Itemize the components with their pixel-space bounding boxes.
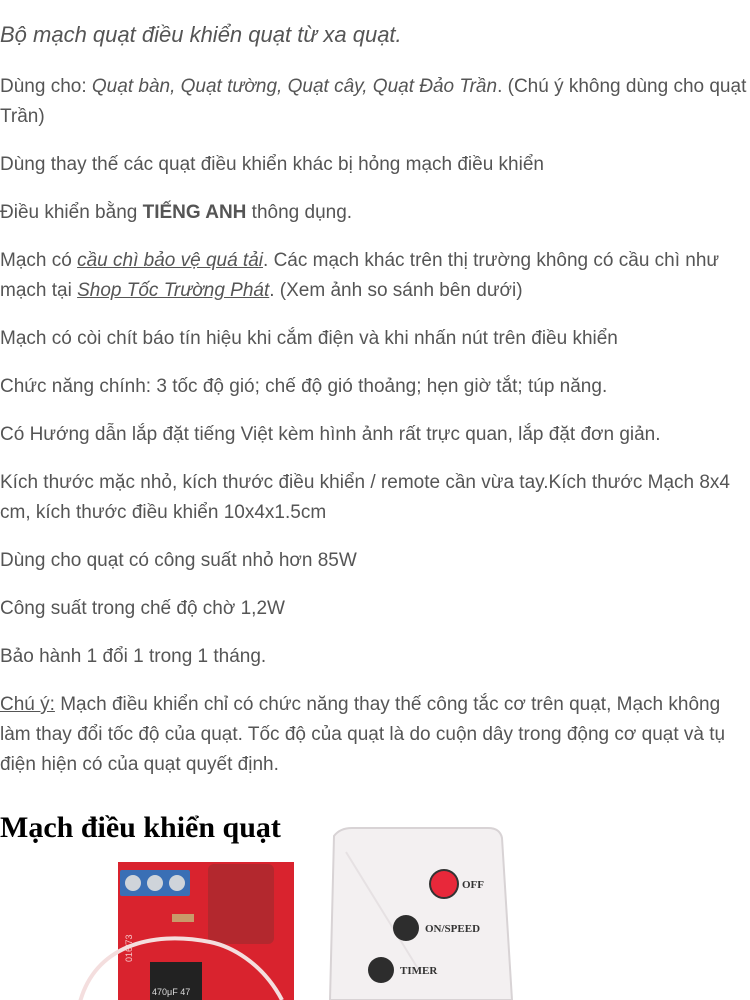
usage-paragraph <box>0 72 748 132</box>
product-photo <box>0 822 750 1000</box>
off-label: OFF <box>462 879 484 891</box>
buzzer-paragraph: Mạch có còi chít báo tín hiệu khi cắm điện và khi nhấn nút trên điều khiển <box>0 328 618 349</box>
fuse-prefix: Mạch có <box>0 250 78 271</box>
shop-link[interactable]: Shop Tốc Trường Phát <box>77 280 270 301</box>
usage-fan-types: Quạt bàn, Quạt tường, Quạt cây, Quạt Đảo Trần <box>91 76 498 97</box>
fuse-link[interactable]: cầu chì bảo vệ quá tải <box>77 250 264 271</box>
size-paragraph: Kích thước mặc nhỏ, kích thước điều khiển / remote cần vừa tay.Kích thước Mạch 8x4 cm, kích thước điều khiển 10x4x1.5cm <box>0 472 730 523</box>
note-label: Chú ý: <box>0 694 55 715</box>
off-button <box>430 870 458 898</box>
note-paragraph <box>0 690 748 780</box>
fuse-suffix: . (Xem ảnh so sánh bên dưới) <box>269 280 523 301</box>
capacitor-print: 470μF 47 <box>152 987 191 997</box>
remote-control <box>330 828 512 1000</box>
board-print: 016/73 <box>124 934 134 962</box>
fuse-paragraph <box>0 246 748 306</box>
speed-label: ON/SPEED <box>425 923 481 935</box>
resistor <box>172 914 194 922</box>
circuit-board <box>80 862 294 1000</box>
terminal-screw <box>125 875 141 891</box>
terminal-screw <box>169 875 185 891</box>
language-suffix: thông dụng. <box>246 202 353 223</box>
functions-paragraph: Chức năng chính: 3 tốc độ gió; chế độ gió thoảng; hẹn giờ tắt; túp năng. <box>0 376 608 397</box>
language-bold: TIẾNG ANH <box>142 202 247 223</box>
warranty-paragraph: Bảo hành 1 đổi 1 trong 1 tháng. <box>0 646 267 667</box>
capacitor-box <box>208 864 274 944</box>
speed-button <box>393 915 419 941</box>
intro-text: Bộ mạch quạt điều khiển quạt từ xa quạt. <box>0 22 402 47</box>
fuse-middle: . Các mạch khác trên thị trường không có cầu chì như mạch tại <box>0 250 720 301</box>
replace-paragraph: Dùng thay thế các quạt điều khiển khác bị hỏng mạch điều khiển <box>0 154 544 175</box>
timer-label: TIMER <box>400 965 438 977</box>
standby-paragraph: Công suất trong chế độ chờ 1,2W <box>0 598 285 619</box>
guide-paragraph: Có Hướng dẫn lắp đặt tiếng Việt kèm hình ảnh rất trực quan, lắp đặt đơn giản. <box>0 424 661 445</box>
note-text: Mạch điều khiển chỉ có chức năng thay thế công tắc cơ trên quạt, Mạch không làm thay đổi tốc độ của quạt. Tốc độ của quạt là do cuộn dây trong động cơ quạt và tụ điện hiện có của quạt quyết định. <box>0 694 726 775</box>
usage-prefix: Dùng cho: <box>0 76 92 97</box>
language-paragraph <box>0 198 748 228</box>
power-paragraph: Dùng cho quạt có công suất nhỏ hơn 85W <box>0 550 357 571</box>
usage-suffix: . (Chú ý không dùng cho quạt Trần) <box>0 76 747 127</box>
language-prefix: Điều khiển bằng <box>0 202 143 223</box>
terminal-screw <box>147 875 163 891</box>
product-description <box>0 18 748 848</box>
section-heading: Mạch điều khiển quạt <box>0 811 281 844</box>
timer-button <box>368 957 394 983</box>
